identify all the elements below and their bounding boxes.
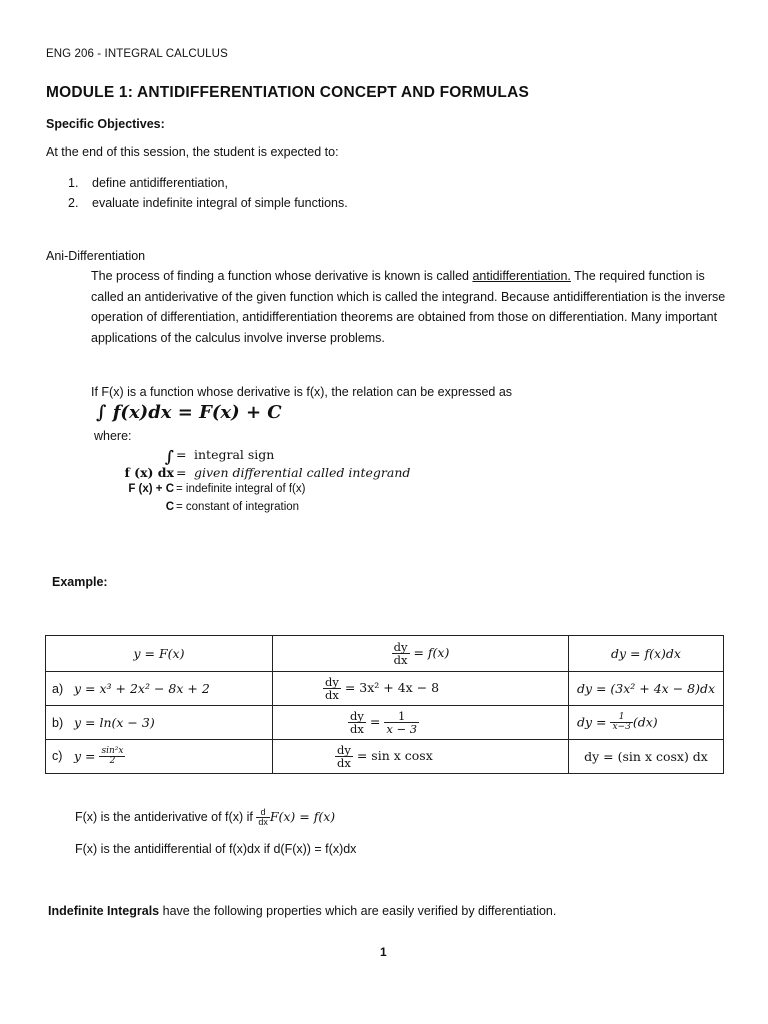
objectives-list bbox=[68, 173, 348, 213]
indefinite-integrals-intro: Indefinite Integrals have the following properties which are easily verified by differentiation. bbox=[48, 904, 557, 918]
objectives-heading: Specific Objectives: bbox=[46, 117, 165, 131]
table-cell: b) y = ln(x − 3) bbox=[46, 706, 273, 740]
table-header-cell: y = F(x) bbox=[46, 636, 273, 672]
section-paragraph: The process of finding a function whose derivative is known is called antidifferentiation. The required function is called an antiderivative of the given function which is called the integrand. Because antidifferentiation is the inverse operation of differentiation, antidifferentiation theorems are obtained from those on differentiation. Many important applications of the calculus involve inverse problems. bbox=[91, 269, 726, 345]
table-cell: $\frac{dy}{dx}$ = sin x cosx bbox=[273, 740, 569, 774]
course-header: ENG 206 - INTEGRAL CALCULUS bbox=[46, 48, 228, 60]
key-term: antidifferentiation. bbox=[472, 269, 571, 283]
relation-intro: If F(x) is a function whose derivative is f(x), the relation can be expressed as bbox=[91, 385, 513, 399]
antiderivative-definition: F(x) is the antiderivative of f(x) if $\frac{d}{dx}$ F(x) = f(x) bbox=[75, 807, 336, 828]
table-header-row bbox=[46, 636, 724, 672]
table-cell: dy = (sin x cosx) dx bbox=[569, 740, 724, 774]
page-number: 1 bbox=[380, 945, 387, 959]
table-row bbox=[46, 706, 724, 740]
integral-formula: ∫ f(x)dx = F(x) + C bbox=[96, 402, 282, 423]
objectives-intro: At the end of this session, the student is expected to: bbox=[46, 145, 339, 159]
table-cell: $\frac{dy}{dx}$ = 3x² + 4x − 8 bbox=[273, 672, 569, 706]
antidifferential-definition: F(x) is the antidifferential of f(x)dx if d(F(x)) = f(x)dx bbox=[75, 842, 357, 856]
table-header-cell: dy = f(x)dx bbox=[569, 636, 724, 672]
table-row bbox=[46, 672, 724, 706]
table-header-cell: $\frac{dy}{dx}$ = f(x) bbox=[273, 636, 569, 672]
objective-item: 2. evaluate indefinite integral of simple functions. bbox=[68, 196, 348, 210]
table-cell: a) y = x³ + 2x² − 8x + 2 bbox=[46, 672, 273, 706]
table-cell: $\frac{dy}{dx}$ = $\frac{1}{x - 3}$ bbox=[273, 706, 569, 740]
table-row bbox=[46, 740, 724, 774]
document-page: ENG 206 - INTEGRAL CALCULUS MODULE 1: ANTIDIFFERENTIATION CONCEPT AND FORMULAS Specific Objectives: At the end of this session, the student is expected to: 1. define antidifferentiation, 2. evaluate indefinite integral of simple functions. Ani-Differentiation The process of finding a function whose derivative is known is called antidifferentiation. The required function is called an antiderivative of the given function which is called the integrand. Because antidifferentiation is the inverse operation of differentiation, antidifferentiation theorems are obtained from those on differentiation. Many important applications of the calculus involve inverse problems. If F(x) is a function whose derivative is f(x), the relation can be expressed as ∫ f(x)dx = F(x) + C where: ∫ = integral sign f (x) dx = given differential called integrand F (x) + C = indefinite integral of f(x) C = constant of integration Example: y = F(x) $\frac{dy}{dx}$ = f(x) dy = f(x)dx a) y = x³ + 2x² − 8x + 2 $\frac{dy}{dx}$ = 3x² + 4x − 8 dy = (3x² + 4x − 8)dx b) y = ln(x − 3) $\frac{dy}{dx}$ = $\frac{1}{x - 3}$ dy = $\frac{1}{x-3}$ (dx) c) y = $\frac{\text{sin²x}}{2}$ $\frac{dy}{dx}$ = sin x cosx dy = (sin x cosx) dx F(x) is the antiderivative of f(x) if $\frac{d}{dx}$ F(x) = f(x) F(x) is the antidifferential of f(x)dx if d(F(x)) = f(x)dx Indefinite Integrals have the following properties which are easily verified by differentiation. 1 bbox=[0, 0, 768, 1024]
section-heading: Ani-Differentiation bbox=[46, 249, 146, 263]
example-heading: Example: bbox=[52, 575, 108, 589]
example-table bbox=[45, 635, 724, 774]
where-label: where: bbox=[94, 429, 132, 443]
table-cell: dy = (3x² + 4x − 8)dx bbox=[569, 672, 724, 706]
module-title: MODULE 1: ANTIDIFFERENTIATION CONCEPT AND FORMULAS bbox=[46, 84, 530, 101]
table-cell: dy = $\frac{1}{x-3}$ (dx) bbox=[569, 706, 724, 740]
table-cell: c) y = $\frac{\text{sin²x}}{2}$ bbox=[46, 740, 273, 774]
objective-item: 1. define antidifferentiation, bbox=[68, 176, 228, 190]
